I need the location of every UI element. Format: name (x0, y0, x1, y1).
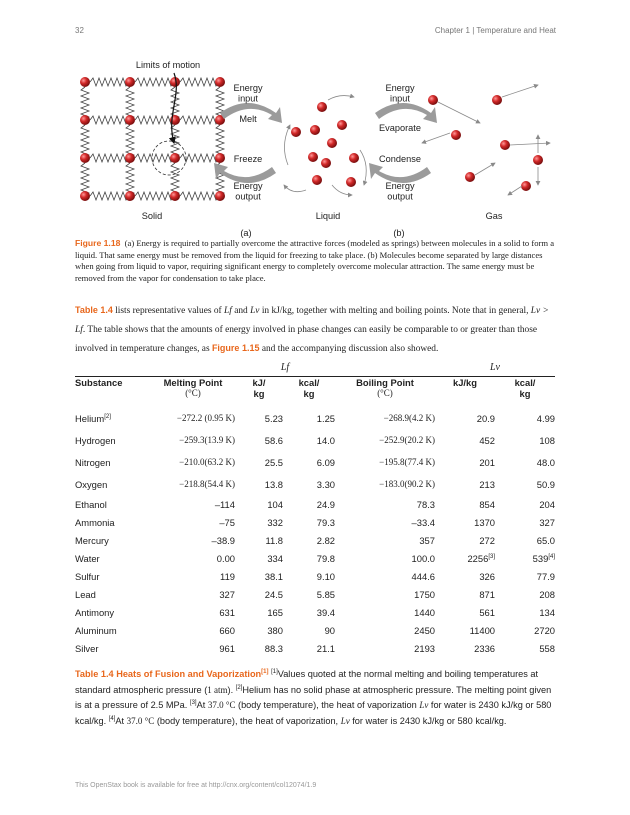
lv-kj-cell: 272 (479, 534, 495, 546)
lv-kcal-cell: 2720 (534, 624, 555, 636)
substance-cell: Sulfur (75, 570, 100, 582)
lv-kcal-cell: 50.9 (536, 478, 555, 490)
boiling-point-cell: 2450 (414, 624, 435, 636)
figure-ref-link[interactable]: Figure 1.15 (211, 343, 260, 353)
intro-text-2: in kJ/kg, together with melting and boiling points. Note that in general, (261, 306, 529, 316)
col-lv-kcal: kcal/ kg (514, 377, 536, 399)
solid-springs (81, 78, 224, 200)
lv-kj-cell: 871 (479, 588, 495, 600)
solid-label: Solid (141, 211, 163, 221)
melting-point-cell: 0.00 (216, 552, 235, 564)
evaporate-arrow (375, 103, 437, 123)
condense-arrow (369, 163, 431, 183)
evaporate-label: Evaporate (379, 123, 421, 133)
melting-point-cell: −218.8(54.4 K) (179, 479, 235, 489)
heats-table (75, 358, 555, 657)
boiling-point-cell: 1440 (414, 606, 435, 618)
energy-input-label-1: Energy input (233, 83, 263, 104)
lf-kcal-cell: 24.9 (316, 498, 335, 510)
boiling-point-cell: –33.4 (411, 516, 435, 528)
substance-cell: Lead (75, 588, 96, 600)
table-row (75, 429, 555, 451)
lf-kj-cell: 88.3 (264, 642, 283, 654)
page-number: 32 (75, 26, 84, 35)
col-melting-point: Melting Point (°C) (163, 377, 223, 398)
table-row (75, 603, 555, 621)
col-boiling-point: Boiling Point (°C) (356, 377, 414, 398)
lf-kcal-cell: 39.4 (316, 606, 335, 618)
solid-molecules (80, 77, 225, 201)
boiling-point-cell: 1750 (414, 588, 435, 600)
lf-group-label: Lf (280, 361, 290, 373)
figure-drawing (70, 55, 560, 240)
lv-kcal-cell: 134 (539, 606, 555, 618)
intro-text-1: lists representative values of (115, 306, 222, 316)
substance-cell: Oxygen (75, 478, 108, 490)
melting-point-cell: −259.3(13.9 K) (179, 435, 235, 445)
melting-point-cell: 631 (219, 606, 235, 618)
lf-kcal-cell: 90 (324, 624, 335, 636)
lf-kj-cell: 5.23 (264, 412, 283, 424)
col-lf-kcal: kcal/ kg (298, 377, 320, 399)
melting-point-cell: 961 (219, 642, 235, 654)
gas-label: Gas (485, 211, 503, 221)
table-row (75, 585, 555, 603)
col-lf-kj: kJ/ kg (252, 377, 266, 399)
lv-kcal-cell: 4.99 (536, 412, 555, 424)
table-row (75, 639, 555, 657)
lv-kj-cell: 452 (479, 434, 495, 446)
boiling-point-cell: 357 (419, 534, 435, 546)
boiling-point-cell: 2193 (414, 642, 435, 654)
footer: This OpenStax book is available for free at http://cnx.org/content/col12074/1.9 (75, 782, 317, 789)
lv-kj-cell: 213 (479, 478, 495, 490)
table-column-headers (75, 377, 555, 408)
lf-kj-cell: 334 (267, 552, 283, 564)
table-body (75, 407, 555, 657)
lf-kj-cell: 24.5 (264, 588, 283, 600)
melting-point-cell: −210.0(63.2 K) (179, 457, 235, 467)
lf-kj-cell: 25.5 (264, 456, 283, 468)
table-row (75, 407, 555, 429)
melting-point-cell: 327 (219, 588, 235, 600)
intro-paragraph (75, 301, 557, 359)
lf-kcal-cell: 6.09 (316, 456, 335, 468)
lf-kcal-cell: 21.1 (316, 642, 335, 654)
lf-kj-cell: 104 (267, 498, 283, 510)
substance-cell: Aluminum (75, 624, 117, 636)
table-group-header (75, 358, 555, 377)
substance-cell: Antimony (75, 606, 115, 618)
lf-kcal-cell: 1.25 (316, 412, 335, 424)
col-substance: Substance (75, 377, 123, 388)
gas-molecules (428, 95, 543, 191)
melting-point-cell: −272.2 (0.95 K) (176, 413, 235, 423)
lv-kcal-cell: 327 (539, 516, 555, 528)
lv-kcal-cell: 558 (539, 642, 555, 654)
lv-kj-cell: 326 (479, 570, 495, 582)
lv-kcal-cell: 65.0 (536, 534, 555, 546)
lf-kj-cell: 58.6 (264, 434, 283, 446)
limits-of-motion-label: Limits of motion (135, 60, 201, 70)
chapter-title: Chapter 1 | Temperature and Heat (434, 26, 556, 35)
gas-motion-arrows (422, 85, 550, 195)
lv-kcal-cell: 208 (539, 588, 555, 600)
lf-kj-cell: 13.8 (264, 478, 283, 490)
lf-kcal-cell: 3.30 (316, 478, 335, 490)
melting-point-cell: –38.9 (211, 534, 235, 546)
lv-kcal-cell: 108 (539, 434, 555, 446)
melting-point-cell: 660 (219, 624, 235, 636)
lv-kcal-cell: 539[4] (532, 552, 555, 564)
table-row (75, 451, 555, 473)
substance-cell: Mercury (75, 534, 109, 546)
intro-and: and (234, 306, 248, 316)
boiling-point-cell: −183.0(90.2 K) (379, 479, 435, 489)
freeze-label: Freeze (233, 154, 263, 164)
substance-cell: Water (75, 552, 100, 564)
phase-change-figure (70, 55, 560, 240)
lf-kj-cell: 38.1 (264, 570, 283, 582)
energy-input-label-2: Energy input (385, 83, 415, 104)
intro-text-3: . The table shows that the amounts of energy involved in phase changes can easily be comparable to or greater than those involved in temperature changes, as (75, 324, 538, 354)
lf-kj-cell: 11.8 (265, 534, 283, 546)
freeze-arrow (214, 163, 276, 183)
figure-caption (75, 238, 555, 284)
lf-kj-cell: 165 (267, 606, 283, 618)
substance-cell: Helium[2] (75, 412, 111, 424)
substance-cell: Silver (75, 642, 99, 654)
lv-kj-cell: 1370 (474, 516, 495, 528)
substance-cell: Hydrogen (75, 434, 116, 446)
table-row (75, 473, 555, 495)
table-row (75, 621, 555, 639)
inequality: Lv > Lf (75, 306, 549, 335)
table-caption-title: Table 1.4 Heats of Fusion and Vaporization (75, 669, 262, 680)
liquid-molecules (291, 102, 359, 187)
lv-kcal-cell: 77.9 (536, 570, 555, 582)
lf-kcal-cell: 79.8 (316, 552, 335, 564)
lf-kj-cell: 332 (267, 516, 283, 528)
boiling-point-cell: 78.3 (416, 498, 435, 510)
lv-kj-cell: 20.9 (476, 412, 495, 424)
lf-kj-cell: 380 (267, 624, 283, 636)
lf-kcal-cell: 14.0 (316, 434, 335, 446)
boiling-point-cell: −195.8(77.4 K) (379, 457, 435, 467)
figure-caption-label: Figure 1.18 (75, 238, 121, 248)
table-caption: Table 1.4 Heats of Fusion and Vaporization[1] [1]Values quoted at the normal melting and boiling temperatures at standard atmospheric pressure (1 atm). [2]Helium has no solid phase at atmospheric pressure. The melting point given is at a pressure of 2.5 MPa. [3]At 37.0 °C (body temperature), the heat of vaporization Lv for water is 2430 kJ/kg or 580 kcal/kg. [4]At 37.0 °C (body temperature), the heat of vaporization, Lv for water is 2430 kJ/kg or 580 kcal/kg. (75, 669, 552, 727)
table-row (75, 495, 555, 513)
melting-point-cell: –114 (214, 498, 235, 510)
col-lv-kj: kJ/kg (453, 377, 477, 388)
lf-kcal-cell: 2.82 (316, 534, 335, 546)
substance-cell: Nitrogen (75, 456, 111, 468)
lf-kcal-cell: 9.10 (316, 570, 335, 582)
energy-output-label-1: Energy output (233, 181, 263, 202)
lv-kj-cell: 2336 (474, 642, 495, 654)
energy-output-label-2: Energy output (385, 181, 415, 202)
lv-kj-cell: 854 (479, 498, 495, 510)
figure-caption-text: (a) Energy is required to partially overcome the attractive forces (modeled as springs) between molecules in a solid to form a liquid. That same energy must be removed from the liquid for freezing to take place. (b) Molecules become separated by large distances when going from liquid to vapor, requiring significant energy to completely overcome molecular attraction. The same energy must be removed from the vapor for condensation to take place. (75, 238, 555, 283)
condense-label: Condense (379, 154, 421, 164)
part-a-label: (a) (240, 228, 252, 238)
boiling-point-cell: 444.6 (411, 570, 435, 582)
table-row (75, 531, 555, 549)
boiling-point-cell: −252.9(20.2 K) (379, 435, 435, 445)
lv-kcal-cell: 204 (539, 498, 555, 510)
lv-kcal-cell: 48.0 (536, 456, 555, 468)
melting-point-cell: –75 (219, 516, 235, 528)
lf-kcal-cell: 79.3 (316, 516, 335, 528)
substance-cell: Ethanol (75, 498, 107, 510)
part-b-label: (b) (393, 228, 405, 238)
substance-cell: Ammonia (75, 516, 115, 528)
lv-kj-cell: 11400 (469, 624, 495, 636)
table-row (75, 567, 555, 585)
boiling-point-cell: 100.0 (411, 552, 435, 564)
table-ref-link[interactable]: Table 1.4 (75, 305, 113, 315)
lv-symbol: Lv (250, 306, 260, 316)
lv-kj-cell: 561 (479, 606, 495, 618)
intro-text-4: and the accompanying discussion also showed. (261, 344, 439, 354)
boiling-point-cell: −268.9(4.2 K) (383, 413, 435, 423)
lv-kj-cell: 201 (479, 456, 495, 468)
lv-kj-cell: 2256[3] (467, 552, 495, 564)
liquid-label: Liquid (315, 211, 341, 221)
table-row (75, 549, 555, 567)
melting-point-cell: 119 (220, 570, 235, 582)
lf-kcal-cell: 5.85 (316, 588, 335, 600)
lf-symbol: Lf (224, 306, 232, 316)
table-row (75, 513, 555, 531)
lv-group-label: Lv (490, 361, 500, 373)
melt-label: Melt (239, 114, 257, 124)
